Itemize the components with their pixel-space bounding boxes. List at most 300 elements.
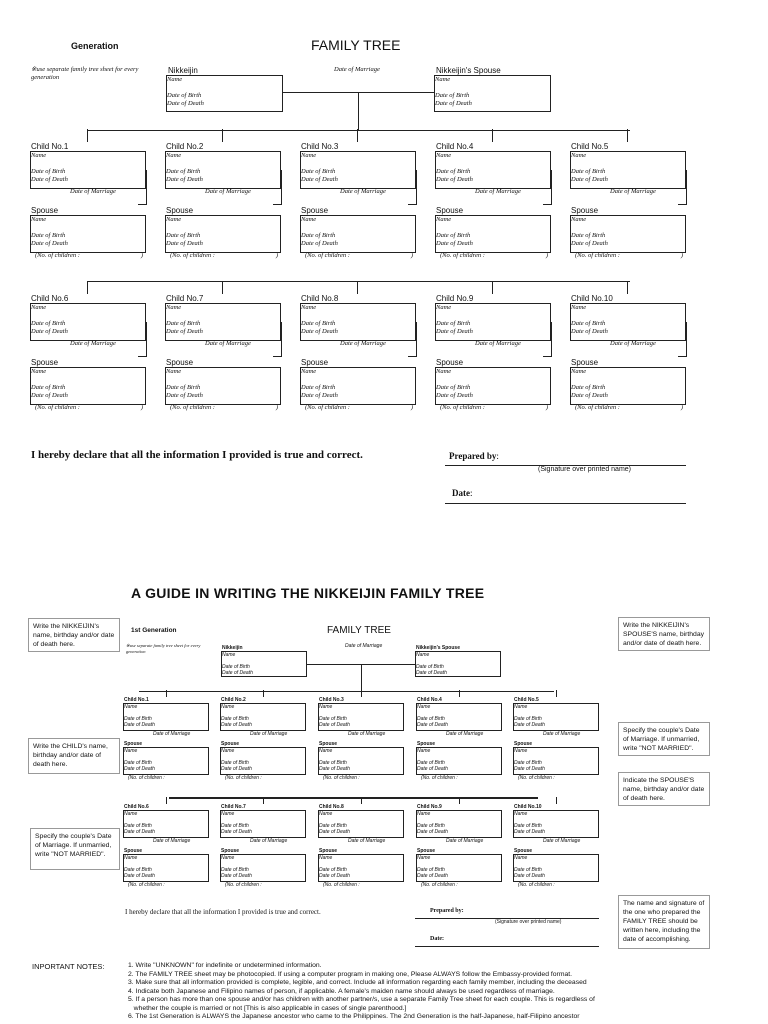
marriage-connector: [678, 356, 687, 357]
child-spouse-label: Spouse: [436, 206, 464, 215]
field-death: Date of Death: [221, 873, 252, 879]
no-of-children[interactable]: [440, 404, 548, 411]
guide-drop-line: [361, 797, 362, 804]
field-birth: Date of Birth: [301, 168, 336, 175]
marriage-connector: [408, 356, 417, 357]
field-birth: Date of Birth: [571, 384, 606, 391]
child-marriage-label: Date of Marriage: [610, 188, 656, 195]
guide-no-children: (No. of children :: [518, 775, 555, 781]
marriage-connector: [408, 204, 417, 205]
field-birth: Date of Birth: [301, 232, 336, 239]
guide-child-marriage: Date of Marriage: [153, 838, 191, 844]
marriage-connector: [273, 204, 282, 205]
field-birth: Date of Birth: [319, 760, 347, 766]
field-name: Name: [319, 855, 333, 861]
guide-child-label: Child No.9: [417, 804, 442, 810]
guide-child-box: [220, 810, 306, 838]
no-children-label: (No. of children :: [575, 404, 620, 411]
guide-child-label: Child No.5: [514, 697, 539, 703]
child-drop-line: [87, 281, 88, 294]
field-birth: Date of Birth: [124, 760, 152, 766]
field-birth: Date of Birth: [124, 823, 152, 829]
field-name: Name: [514, 748, 528, 754]
child-box[interactable]: [570, 303, 686, 341]
guide-no-children: (No. of children :: [323, 775, 360, 781]
field-birth: Date of Birth: [417, 823, 445, 829]
guide-note: ※use separate family tree sheet for every generation: [126, 643, 201, 654]
no-of-children[interactable]: [170, 404, 278, 411]
child-drop-line: [627, 129, 628, 142]
children-bar-1: [88, 130, 630, 131]
callout-nikkeijin: Write the NIKKEIJIN's name, birthday and/or date of death here.: [28, 618, 120, 652]
field-name: Name: [416, 652, 430, 658]
field-name: Name: [221, 811, 235, 817]
field-birth: Date of Birth: [31, 320, 66, 327]
field-death: Date of Death: [319, 766, 350, 772]
field-birth: Date of Birth: [514, 823, 542, 829]
field-birth: Date of Birth: [417, 716, 445, 722]
note-item: 1. Write "UNKNOWN" for indefinite or undetermined information.: [128, 962, 322, 969]
callout-spouse: Write the NIKKEIJIN's SPOUSE'S name, birthday and/or date of death here.: [618, 617, 710, 651]
nikkeijin-label: Nikkeijin: [168, 66, 198, 75]
field-death: Date of Death: [221, 722, 252, 728]
guide-child-marriage: Date of Marriage: [250, 731, 288, 737]
field-death: Date of Death: [417, 873, 448, 879]
field-death: Date of Death: [301, 176, 338, 183]
prepared-by-colon: :: [496, 451, 499, 461]
field-birth: Date of Birth: [124, 867, 152, 873]
guide-signature-note: (Signature over printed name): [495, 919, 562, 925]
signature-note: (Signature over printed name): [538, 466, 631, 473]
declaration-text: I hereby declare that all the information I provided is true and correct.: [31, 449, 363, 461]
field-name: Name: [436, 304, 452, 311]
guide-no-children: (No. of children :: [225, 775, 262, 781]
close-paren: ): [680, 252, 683, 259]
descent-line: [358, 92, 359, 130]
child-label: Child No.7: [166, 294, 204, 303]
field-birth: Date of Birth: [166, 168, 201, 175]
generation-label: Generation: [71, 41, 119, 51]
field-death: Date of Death: [514, 873, 545, 879]
field-death: Date of Death: [301, 328, 338, 335]
child-marriage-label: Date of Marriage: [340, 340, 386, 347]
child-spouse-box[interactable]: [570, 367, 686, 405]
no-children-label: (No. of children :: [440, 404, 485, 411]
child-spouse-box[interactable]: [300, 367, 416, 405]
guide-no-children: (No. of children :: [225, 882, 262, 888]
child-spouse-box[interactable]: [30, 215, 146, 253]
field-death: Date of Death: [571, 240, 608, 247]
marriage-label: Date of Marriage: [334, 66, 380, 73]
child-spouse-box[interactable]: [435, 367, 551, 405]
field-name: Name: [31, 304, 47, 311]
guide-descent-line: [361, 664, 362, 691]
field-birth: Date of Birth: [31, 384, 66, 391]
child-spouse-label: Spouse: [31, 358, 59, 367]
field-name: Name: [31, 368, 47, 375]
child-marriage-label: Date of Marriage: [340, 188, 386, 195]
guide-child-spouse-label: Spouse: [221, 848, 240, 854]
guide-child-box: [123, 703, 209, 731]
child-label: Child No.5: [571, 142, 609, 151]
close-paren: ): [410, 252, 413, 259]
field-name: Name: [436, 216, 452, 223]
child-spouse-box[interactable]: [165, 367, 281, 405]
guide-child-marriage: Date of Marriage: [348, 731, 386, 737]
field-name: Name: [166, 368, 182, 375]
field-birth: Date of Birth: [124, 716, 152, 722]
child-label: Child No.2: [166, 142, 204, 151]
guide-drop-line: [263, 797, 264, 804]
marriage-connector: [543, 356, 552, 357]
guide-generation: 1st Generation: [131, 627, 177, 634]
field-death: Date of Death: [416, 670, 447, 676]
child-label: Child No.6: [31, 294, 69, 303]
callout-marriage-right: Specify the couple's Date of Marriage. If unmarried, write "NOT MARRIED".: [618, 722, 710, 756]
field-death: Date of Death: [436, 240, 473, 247]
no-of-children[interactable]: [35, 252, 143, 259]
child-drop-line: [492, 129, 493, 142]
guide-child-box: [416, 703, 502, 731]
guide-child-spouse-box: [513, 854, 599, 882]
child-marriage-label: Date of Marriage: [610, 340, 656, 347]
field-birth: Date of Birth: [31, 232, 66, 239]
close-paren: ): [545, 404, 548, 411]
guide-child-label: Child No.3: [319, 697, 344, 703]
notes-label: INPORTANT NOTES:: [32, 962, 105, 971]
no-of-children[interactable]: [440, 252, 548, 259]
guide-child-box: [318, 810, 404, 838]
child-box[interactable]: [300, 303, 416, 341]
guide-child-spouse-label: Spouse: [319, 848, 338, 854]
callout-marriage-left: Specify the couple's Date of Marriage. If unmarried, write "NOT MARRIED".: [30, 828, 120, 870]
field-birth: Date of Birth: [31, 168, 66, 175]
guide-nikkeijin-box: [221, 651, 307, 677]
field-birth: Date of Birth: [319, 823, 347, 829]
field-death: Date of Death: [31, 392, 68, 399]
callout-child: Write the CHILD's name, birthday and/or date of death here.: [28, 738, 120, 774]
note-item: 3. Make sure that all information provided is complete, legible, and correct. Include all information regarding each family member, including the deceased: [128, 979, 587, 986]
guide-child-marriage: Date of Marriage: [543, 838, 581, 844]
child-box[interactable]: [165, 303, 281, 341]
field-death: Date of Death: [301, 392, 338, 399]
field-birth: Date of Birth: [436, 168, 471, 175]
guide-no-children: (No. of children :: [128, 882, 165, 888]
guide-child-box: [513, 703, 599, 731]
field-death: Date of Death: [319, 829, 350, 835]
page-title: FAMILY TREE: [311, 37, 401, 53]
marriage-connector: [416, 170, 417, 204]
close-paren: ): [275, 252, 278, 259]
field-name: Name: [301, 152, 317, 159]
marriage-connector: [678, 204, 687, 205]
child-box[interactable]: [30, 151, 146, 189]
guide-child-label: Child No.10: [514, 804, 542, 810]
child-box[interactable]: [300, 151, 416, 189]
field-birth: Date of Birth: [416, 664, 444, 670]
field-name: Name: [514, 855, 528, 861]
no-of-children[interactable]: [305, 404, 413, 411]
children-bar-2: [88, 281, 630, 282]
guide-child-spouse-label: Spouse: [124, 848, 143, 854]
guide-child-label: Child No.4: [417, 697, 442, 703]
guide-child-spouse-label: Spouse: [221, 741, 240, 747]
field-birth: Date of Birth: [436, 384, 471, 391]
separate-sheet-note: ※use separate family tree sheet for every generation: [31, 66, 139, 81]
nikkeijin-box[interactable]: [166, 75, 283, 112]
guide-child-spouse-box: [318, 854, 404, 882]
guide-child-marriage: Date of Marriage: [153, 731, 191, 737]
field-name: Name: [319, 704, 333, 710]
field-death: Date of Death: [31, 240, 68, 247]
guide-child-label: Child No.8: [319, 804, 344, 810]
field-death: Date of Death: [571, 176, 608, 183]
field-death: Date of Death: [417, 829, 448, 835]
field-death: Date of Death: [514, 766, 545, 772]
field-death: Date of Death: [166, 328, 203, 335]
guide-date: Date:: [430, 936, 444, 942]
field-birth: Date of Birth: [166, 320, 201, 327]
field-name: Name: [435, 76, 451, 83]
guide-child-spouse-label: Spouse: [417, 741, 436, 747]
marriage-connector: [146, 322, 147, 356]
marriage-connector: [138, 356, 147, 357]
guide-no-children: (No. of children :: [128, 775, 165, 781]
field-birth: Date of Birth: [417, 867, 445, 873]
no-of-children[interactable]: [35, 404, 143, 411]
no-of-children[interactable]: [305, 252, 413, 259]
field-birth: Date of Birth: [514, 716, 542, 722]
child-spouse-label: Spouse: [301, 206, 329, 215]
field-death: Date of Death: [166, 240, 203, 247]
guide-drop-line: [556, 797, 557, 804]
field-death: Date of Death: [514, 722, 545, 728]
child-spouse-label: Spouse: [436, 358, 464, 367]
field-name: Name: [417, 855, 431, 861]
guide-child-label: Child No.7: [221, 804, 246, 810]
field-birth: Date of Birth: [417, 760, 445, 766]
field-name: Name: [301, 216, 317, 223]
field-name: Name: [222, 652, 236, 658]
marriage-connector: [273, 356, 282, 357]
field-name: Name: [301, 368, 317, 375]
child-box[interactable]: [165, 151, 281, 189]
field-death: Date of Death: [436, 328, 473, 335]
child-box[interactable]: [435, 303, 551, 341]
no-children-label: (No. of children :: [35, 404, 80, 411]
field-birth: Date of Birth: [221, 823, 249, 829]
field-name: Name: [124, 704, 138, 710]
field-name: Name: [436, 368, 452, 375]
child-drop-line: [87, 129, 88, 142]
note-item: 6. The 1st Generation is ALWAYS the Japanese ancestor who came to the Philippines. The 2nd Generation is the half-Japanese, half-Filipino ancestor: [128, 1013, 580, 1020]
child-drop-line: [222, 129, 223, 142]
guide-drop-line: [166, 690, 167, 697]
no-children-label: (No. of children :: [440, 252, 485, 259]
no-of-children[interactable]: [575, 252, 683, 259]
note-item: 2. The FAMILY TREE sheet may be photocopied. If using a computer program in making one, Please ALWAYS follow the Embassy-provided format.: [128, 970, 573, 978]
marriage-connector: [138, 204, 147, 205]
field-death: Date of Death: [417, 766, 448, 772]
field-name: Name: [571, 368, 587, 375]
field-birth: Date of Birth: [319, 716, 347, 722]
no-children-label: (No. of children :: [305, 404, 350, 411]
guide-child-box: [318, 703, 404, 731]
child-spouse-label: Spouse: [571, 358, 599, 367]
field-name: Name: [166, 216, 182, 223]
guide-no-children: (No. of children :: [323, 882, 360, 888]
guide-child-box: [123, 810, 209, 838]
field-name: Name: [417, 748, 431, 754]
prepared-by-text: Prepared by: [449, 451, 497, 461]
field-death: Date of Death: [435, 100, 472, 107]
guide-child-box: [513, 810, 599, 838]
field-death: Date of Death: [514, 829, 545, 835]
guide-nikkeijin-label: Nikkeijin: [222, 645, 243, 651]
child-spouse-box[interactable]: [165, 215, 281, 253]
field-name: Name: [221, 704, 235, 710]
guide-child-spouse-box: [220, 747, 306, 775]
guide-spouse-box: [415, 651, 501, 677]
date-colon: :: [470, 488, 473, 498]
child-spouse-box[interactable]: [30, 367, 146, 405]
field-death: Date of Death: [319, 722, 350, 728]
close-paren: ): [545, 252, 548, 259]
note-item: 5. If a person has more than one spouse and/or has children with another partner/s, use a separate Family Tree sheet for each couple. This is regardless of: [128, 996, 595, 1003]
field-birth: Date of Birth: [167, 92, 202, 99]
field-birth: Date of Birth: [319, 867, 347, 873]
guide-child-spouse-box: [123, 854, 209, 882]
field-birth: Date of Birth: [301, 384, 336, 391]
guide-child-spouse-box: [416, 747, 502, 775]
field-death: Date of Death: [124, 766, 155, 772]
guide-child-spouse-label: Spouse: [417, 848, 436, 854]
child-marriage-label: Date of Marriage: [475, 340, 521, 347]
prepared-by-label: [449, 451, 499, 461]
field-death: Date of Death: [436, 392, 473, 399]
marriage-connector: [543, 204, 552, 205]
field-name: Name: [124, 748, 138, 754]
field-name: Name: [436, 152, 452, 159]
marriage-connector: [551, 322, 552, 356]
guide-child-box: [416, 810, 502, 838]
field-death: Date of Death: [31, 176, 68, 183]
field-birth: Date of Birth: [435, 92, 470, 99]
guide-declaration: I hereby declare that all the information I provided is true and correct.: [125, 908, 321, 916]
child-marriage-label: Date of Marriage: [205, 340, 251, 347]
field-death: Date of Death: [571, 392, 608, 399]
field-death: Date of Death: [221, 766, 252, 772]
close-paren: ): [275, 404, 278, 411]
guide-child-marriage: Date of Marriage: [446, 838, 484, 844]
date-label: [452, 488, 473, 498]
field-name: Name: [31, 216, 47, 223]
child-label: Child No.9: [436, 294, 474, 303]
marriage-connector: [146, 170, 147, 204]
no-of-children[interactable]: [170, 252, 278, 259]
field-birth: Date of Birth: [222, 664, 250, 670]
child-marriage-label: Date of Marriage: [205, 188, 251, 195]
guide-no-children: (No. of children :: [421, 775, 458, 781]
nikkeijin-spouse-box[interactable]: [434, 75, 551, 112]
guide-child-label: Child No.6: [124, 804, 149, 810]
field-birth: Date of Birth: [514, 867, 542, 873]
no-children-label: (No. of children :: [35, 252, 80, 259]
marriage-connector: [416, 322, 417, 356]
child-marriage-label: Date of Marriage: [70, 188, 116, 195]
callout-child-spouse: Indicate the SPOUSE'S name, birthday and/or date of death here.: [618, 772, 710, 806]
guide-child-spouse-box: [220, 854, 306, 882]
field-death: Date of Death: [301, 240, 338, 247]
guide-drop-line: [459, 690, 460, 697]
field-name: Name: [571, 304, 587, 311]
child-spouse-box[interactable]: [570, 215, 686, 253]
field-birth: Date of Birth: [221, 867, 249, 873]
close-paren: ): [410, 404, 413, 411]
guide-drop-line: [361, 690, 362, 697]
field-name: Name: [166, 152, 182, 159]
child-box[interactable]: [570, 151, 686, 189]
field-birth: Date of Birth: [514, 760, 542, 766]
guide-child-spouse-box: [318, 747, 404, 775]
guide-no-children: (No. of children :: [518, 882, 555, 888]
child-box[interactable]: [435, 151, 551, 189]
marriage-connector: [686, 170, 687, 204]
child-box[interactable]: [30, 303, 146, 341]
field-name: Name: [571, 216, 587, 223]
child-label: Child No.10: [571, 294, 613, 303]
field-death: Date of Death: [31, 328, 68, 335]
child-spouse-label: Spouse: [31, 206, 59, 215]
note-item: 4. Indicate both Japanese and Filipino names of person, if applicable. A female's maiden name should always be used regardless of marriage.: [128, 987, 555, 995]
spouse-label: Nikkeijin's Spouse: [436, 66, 501, 75]
child-marriage-label: Date of Marriage: [475, 188, 521, 195]
field-death: Date of Death: [221, 829, 252, 835]
guide-title: A GUIDE IN WRITING THE NIKKEIJIN FAMILY TREE: [131, 585, 485, 601]
guide-child-spouse-label: Spouse: [514, 848, 533, 854]
close-paren: ): [140, 404, 143, 411]
field-name: Name: [124, 855, 138, 861]
child-label: Child No.4: [436, 142, 474, 151]
date-line[interactable]: [445, 503, 686, 504]
child-drop-line: [222, 281, 223, 294]
guide-child-marriage: Date of Marriage: [348, 838, 386, 844]
field-name: Name: [417, 811, 431, 817]
child-marriage-label: Date of Marriage: [70, 340, 116, 347]
field-death: Date of Death: [571, 328, 608, 335]
child-label: Child No.1: [31, 142, 69, 151]
field-birth: Date of Birth: [571, 320, 606, 327]
child-spouse-box[interactable]: [435, 215, 551, 253]
field-death: Date of Death: [319, 873, 350, 879]
child-spouse-box[interactable]: [300, 215, 416, 253]
field-name: Name: [514, 811, 528, 817]
no-of-children[interactable]: [575, 404, 683, 411]
guide-child-spouse-box: [123, 747, 209, 775]
callout-preparer: The name and signature of the one who prepared the FAMILY TREE should be written here, including the date of accomplishing.: [618, 895, 710, 949]
field-death: Date of Death: [124, 829, 155, 835]
field-death: Date of Death: [124, 873, 155, 879]
date-text: Date: [452, 488, 470, 498]
marriage-connector: [686, 322, 687, 356]
guide-drop-line: [263, 690, 264, 697]
guide-child-box: [220, 703, 306, 731]
no-children-label: (No. of children :: [575, 252, 620, 259]
guide-marriage-label: Date of Marriage: [345, 643, 383, 649]
field-name: Name: [514, 704, 528, 710]
field-birth: Date of Birth: [571, 168, 606, 175]
field-name: Name: [31, 152, 47, 159]
